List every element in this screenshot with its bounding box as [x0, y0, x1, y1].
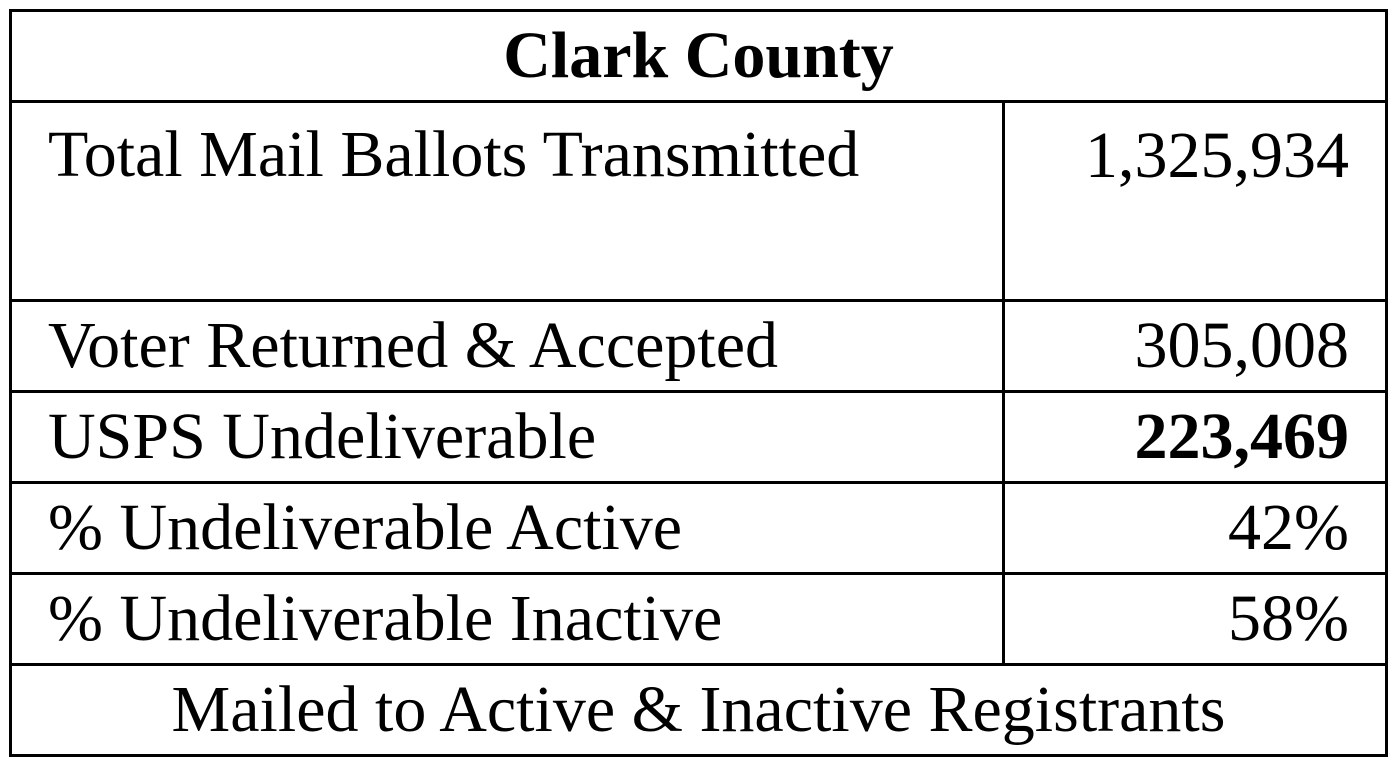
table-footer: Mailed to Active & Inactive Registrants	[11, 665, 1387, 756]
row-label: % Undeliverable Inactive	[11, 574, 1004, 665]
row-value: 58%	[1004, 574, 1387, 665]
title-row	[11, 11, 1387, 102]
table-row-undeliverable-active	[11, 483, 1387, 574]
ballot-summary-table	[9, 9, 1388, 757]
row-value: 305,008	[1004, 301, 1387, 392]
footer-row	[11, 665, 1387, 756]
table-row-usps-undeliverable	[11, 392, 1387, 483]
row-value: 42%	[1004, 483, 1387, 574]
table-row-voter-returned	[11, 301, 1387, 392]
table-row-total-mail-ballots	[11, 102, 1387, 301]
row-label: Total Mail Ballots Transmitted	[11, 102, 1004, 301]
row-value-highlighted: 223,469	[1004, 392, 1387, 483]
row-label: USPS Undeliverable	[11, 392, 1004, 483]
row-label: Voter Returned & Accepted	[11, 301, 1004, 392]
table-title: Clark County	[11, 11, 1387, 102]
row-label: % Undeliverable Active	[11, 483, 1004, 574]
table-row-undeliverable-inactive	[11, 574, 1387, 665]
row-value: 1,325,934	[1004, 102, 1387, 301]
